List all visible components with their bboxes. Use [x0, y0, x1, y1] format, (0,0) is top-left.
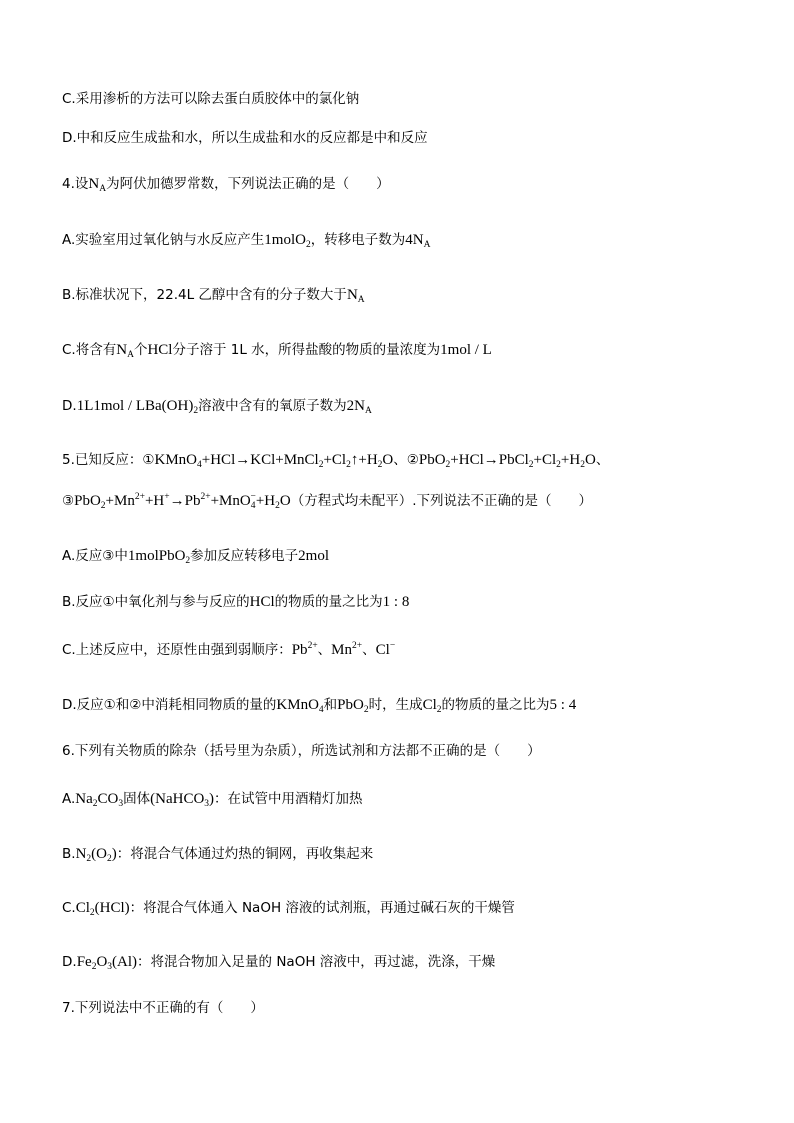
- q5-eq2-a: PbO: [418, 452, 446, 468]
- q3-option-c-text: C.采用渗析的方法可以除去蛋白质胶体中的氯化钠: [62, 91, 360, 107]
- q5-eq1-marker: ①: [142, 452, 155, 468]
- q5-b-text1: B.反应①中氧化剂与参与反应的: [62, 594, 250, 610]
- q4-stem-na-symbol: N: [88, 176, 100, 192]
- q5-eq3-f-sub: 2: [275, 501, 280, 511]
- q6-d-label: D.: [62, 954, 77, 970]
- q6-c-f1-sub: 2: [89, 908, 95, 918]
- q4-c-text3: 分子溶于 1L 水，所得盐酸的物质的量浓度为: [172, 342, 441, 358]
- q6-d-formula: [77, 954, 137, 970]
- q4-stem-suffix: 为阿伏加德罗常数，下列说法正确的是（ ）: [106, 176, 390, 192]
- q5-eq2-c: +Cl: [533, 452, 557, 468]
- q5-d-f1-sub: 4: [318, 705, 324, 715]
- q4-a-text2: ，转移电子数为: [310, 232, 406, 248]
- q4-option-c: [62, 340, 774, 360]
- q5-eq3-g: O: [279, 493, 291, 509]
- q6-b-f2-sub: 2: [106, 854, 112, 864]
- q5-eq3-e-sup: −: [250, 492, 256, 502]
- q6-b-f2: (O: [91, 846, 107, 862]
- q5-eq2-a-sub: 2: [445, 460, 451, 470]
- q5-eq2-c-sub: 2: [556, 460, 561, 470]
- q4-a-formula-sub: 2: [305, 240, 311, 250]
- q5-eq2-b: +HCl→PbCl: [450, 452, 529, 468]
- q5-c-ion1-main: Pb: [291, 642, 308, 658]
- q6-option-d: [62, 952, 774, 972]
- q5-eq3-a: PbO: [74, 493, 101, 509]
- q6-option-c: [62, 898, 774, 918]
- q4-d-text2: 溶液中含有的氧原子数为: [198, 398, 347, 414]
- q6-a-f2: CO: [97, 791, 119, 807]
- q6-a-f2-sub: 3: [118, 799, 124, 809]
- q6-b-f1-sub: 2: [86, 854, 92, 864]
- q4-c-text2: 个: [133, 342, 148, 358]
- q5-eq3-e: +MnO: [210, 493, 251, 509]
- q5-sep1: 、: [393, 452, 407, 468]
- q5-eq1-d: ↑+H: [350, 452, 378, 468]
- q6-c-formula: [76, 900, 130, 916]
- q5-a-text2: 参加反应转移电子: [190, 548, 299, 564]
- q5-b-ratio: 1 : 8: [382, 594, 410, 610]
- q5-eq3-d: →Pb: [169, 493, 201, 509]
- q5-option-d: [62, 695, 774, 715]
- q5-b-text2: 的物质的量之比为: [274, 594, 383, 610]
- q6-a-impurity: [150, 791, 214, 807]
- q6-d-f3: (Al): [112, 954, 138, 970]
- q5-eq3-b: +Mn: [105, 493, 135, 509]
- q5-d-f2: [337, 697, 368, 713]
- q5-c-ion1: [292, 642, 318, 658]
- q4-a-formula-main: 1molO: [264, 232, 306, 248]
- q5-d-text3: 时，生成: [368, 697, 423, 713]
- q5-c-sep2: 、: [362, 642, 376, 658]
- q4-b-text: B.标准状况下，22.4L 乙醇中含有的分子数大于: [62, 287, 347, 303]
- q4-stem-prefix: 4.设: [62, 176, 89, 192]
- q4-option-b: [62, 285, 774, 305]
- q5-stem-prefix: 5.已知反应：: [62, 452, 143, 468]
- q5-d-f3-main: Cl: [422, 697, 437, 713]
- q4-d-formula: [77, 398, 198, 414]
- q5-eq2-marker: ②: [406, 452, 419, 468]
- q3-option-c: [62, 89, 774, 109]
- q6-stem: [62, 741, 774, 761]
- q5-a-text1: A.反应③中: [62, 548, 128, 564]
- q4-d-value-main: 2N: [346, 398, 365, 414]
- q5-d-f1: [276, 697, 323, 713]
- q6-a-f4: ): [209, 791, 215, 807]
- q6-a-f1-sub: 2: [92, 799, 98, 809]
- q5-eq2-d-sub: 2: [580, 460, 585, 470]
- q5-stem-suffix: （方程式均未配平）.下列说法不正确的是（ ）: [290, 493, 592, 509]
- q6-option-b: [62, 844, 774, 864]
- q6-a-f1: Na: [75, 791, 93, 807]
- q5-eq2-e: O: [584, 452, 596, 468]
- q6-d-f1-sub: 2: [91, 962, 97, 972]
- q5-eq3-c: +H: [144, 493, 165, 509]
- q7-stem: [62, 998, 774, 1018]
- q5-a-formula-sub: 2: [185, 556, 191, 566]
- q5-c-ion2-main: Mn: [331, 642, 353, 658]
- q4-d-formula-main: 1L1mol / LBa(OH): [76, 398, 194, 414]
- q6-c-f2: (HCl): [94, 900, 130, 916]
- q6-a-f3-sub: 3: [204, 799, 210, 809]
- q4-c-na: [116, 342, 134, 358]
- q5-d-f2-main: PbO: [337, 697, 364, 713]
- q5-eq1-b: +HCl→KCl+MnCl: [201, 452, 319, 468]
- q5-equation-1: [155, 452, 394, 468]
- q6-c-text: ：将混合气体通入 NaOH 溶液的试剂瓶，再通过碱石灰的干燥管: [129, 900, 515, 916]
- q4-b-na-subscript: A: [357, 295, 365, 305]
- q4-d-value: [347, 398, 372, 414]
- q6-b-formula: [76, 846, 117, 862]
- q4-stem-na: [88, 176, 106, 192]
- q3-option-d: [62, 128, 774, 148]
- q5-d-f1-main: KMnO: [276, 697, 319, 713]
- q4-c-conc: 1mol / L: [440, 342, 492, 358]
- q6-d-f2-sub: 3: [107, 962, 113, 972]
- q5-d-f2-sub: 2: [363, 705, 369, 715]
- q5-equation-2: [419, 452, 596, 468]
- q5-c-ion2: [331, 642, 362, 658]
- q6-b-f3: ): [111, 846, 117, 862]
- q5-eq3-c-sup: +: [164, 492, 170, 502]
- q5-b-hcl: HCl: [249, 594, 275, 610]
- q5-a-formula-main: 1molPbO: [127, 548, 186, 564]
- q5-eq3-b-sup: 2+: [134, 492, 145, 502]
- q5-eq1-e: O: [382, 452, 394, 468]
- q6-a-text1: 固体: [123, 791, 151, 807]
- q6-a-text2: ：在试管中用酒精灯加热: [214, 791, 363, 807]
- q4-a-value-sub: A: [423, 240, 431, 250]
- q5-eq1-a-sub: 4: [197, 460, 202, 470]
- q5-c-ion3: [376, 642, 396, 658]
- q5-d-f3-sub: 2: [436, 705, 442, 715]
- q5-d-text2: 和: [323, 697, 338, 713]
- q4-stem-na-subscript: A: [99, 184, 107, 194]
- q4-d-value-sub: A: [364, 406, 372, 416]
- q5-eq1-d-sub: 2: [377, 460, 383, 470]
- q3-option-d-text: D.中和反应生成盐和水，所以生成盐和水的反应都是中和反应: [62, 130, 428, 146]
- q6-stem-text: 6.下列有关物质的除杂（括号里为杂质），所选试剂和方法都不正确的是（ ）: [62, 743, 541, 759]
- q5-eq2-d: +H: [560, 452, 581, 468]
- q6-option-a: [62, 789, 774, 809]
- q5-d-ratio: 5 : 4: [549, 697, 577, 713]
- q4-option-d: [62, 396, 774, 416]
- q6-a-formula: [75, 791, 123, 807]
- q5-eq3-d-sup: 2+: [200, 492, 211, 502]
- q4-c-text1: C.将含有: [62, 342, 117, 358]
- q4-b-na-symbol: N: [346, 287, 358, 303]
- q5-c-ion3-sup: −: [389, 641, 396, 651]
- q5-eq3-a-sub: 2: [100, 501, 106, 511]
- q4-a-value-main: 4N: [405, 232, 424, 248]
- q5-c-ion1-sup: 2+: [307, 641, 318, 651]
- q7-stem-text: 7.下列说法中不正确的有（ ）: [62, 1000, 264, 1016]
- q5-a-formula: [128, 548, 190, 564]
- q6-b-label: B.: [62, 846, 76, 862]
- q6-a-f3: (NaHCO: [150, 791, 205, 807]
- q5-stem-line1: [62, 450, 774, 470]
- q6-d-f2: O: [96, 954, 108, 970]
- q5-c-sep1: 、: [317, 642, 332, 658]
- q5-d-text4: 的物质的量之比为: [441, 697, 550, 713]
- q6-d-f1: Fe: [76, 954, 92, 970]
- q5-eq3-e-sub: 4: [250, 501, 256, 511]
- q6-a-label: A.: [62, 791, 76, 807]
- q5-option-c: [62, 640, 774, 660]
- q5-eq1-b-sub: 2: [318, 460, 324, 470]
- q5-c-ion2-sup: 2+: [352, 641, 363, 651]
- q5-a-value: 2mol: [298, 548, 330, 564]
- q4-a-text1: A.实验室用过氧化钠与水反应产生: [62, 232, 265, 248]
- q5-eq2-b-sub: 2: [528, 460, 534, 470]
- q4-option-a: [62, 230, 774, 250]
- q5-stem-line2: [62, 491, 774, 511]
- q5-equation-3: [74, 493, 291, 509]
- q6-b-text: ：将混合气体通过灼热的铜网，再收集起来: [116, 846, 374, 862]
- q4-stem: [62, 174, 774, 194]
- q4-a-formula: [264, 232, 310, 248]
- q5-eq1-a: KMnO: [154, 452, 198, 468]
- q5-d-text1: D.反应①和②中消耗相同物质的量的: [62, 697, 277, 713]
- q4-a-value: [405, 232, 430, 248]
- q5-eq3-marker: ③: [62, 493, 75, 509]
- q6-d-text: ：将混合物加入足量的 NaOH 溶液中，再过滤，洗涤，干燥: [137, 954, 496, 970]
- q5-sep2: 、: [595, 452, 610, 468]
- q4-c-na-subscript: A: [127, 350, 134, 360]
- q4-b-na: [347, 287, 365, 303]
- q6-b-f1: N: [75, 846, 87, 862]
- q5-option-b: [62, 592, 774, 612]
- q5-eq3-f: +H: [255, 493, 276, 509]
- q5-c-text: C.上述反应中，还原性由强到弱顺序：: [62, 642, 292, 658]
- q5-c-ion3-main: Cl: [375, 642, 390, 658]
- q4-d-text1: D.: [62, 398, 77, 414]
- q4-c-na-symbol: N: [116, 342, 128, 358]
- q6-c-f1: Cl: [75, 900, 90, 916]
- q4-c-hcl: HCl: [147, 342, 173, 358]
- q5-option-a: [62, 546, 774, 566]
- q4-d-formula-sub: 2: [193, 406, 199, 416]
- q5-eq1-c-sub: 2: [346, 460, 351, 470]
- q5-d-f3: [423, 697, 442, 713]
- q6-c-label: C.: [62, 900, 76, 916]
- q5-eq1-c: +Cl: [323, 452, 347, 468]
